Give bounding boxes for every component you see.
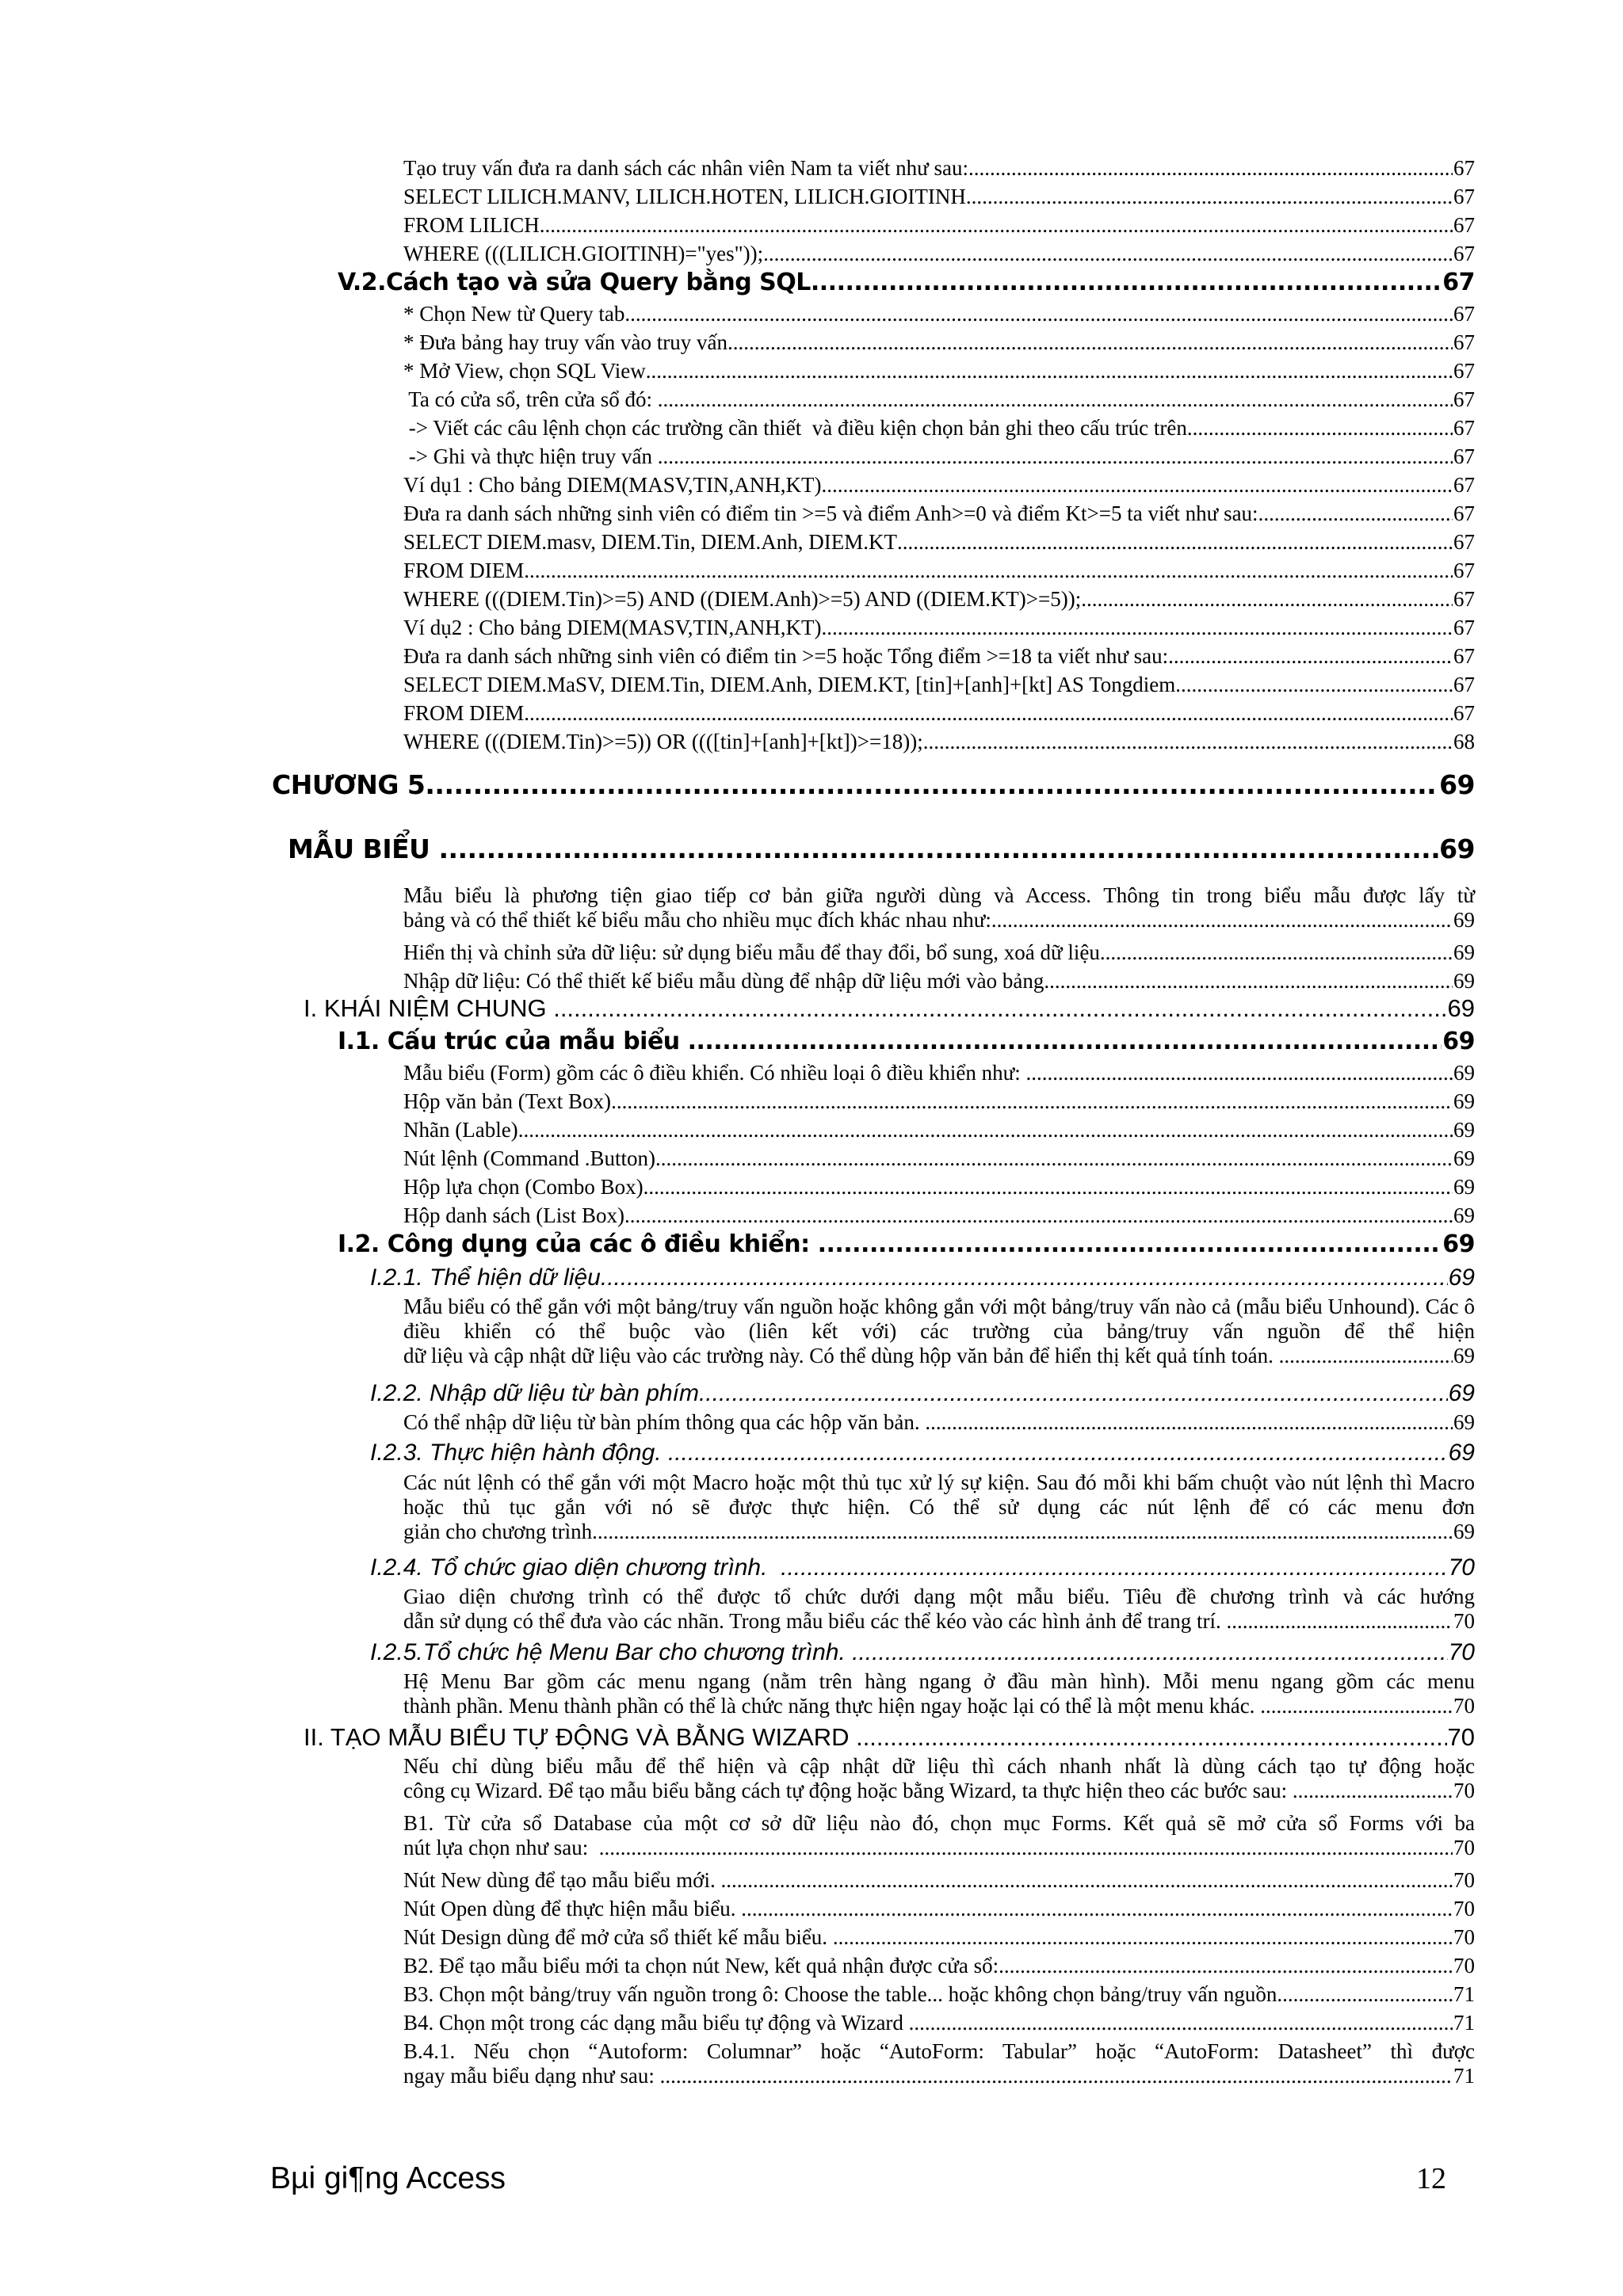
toc-entry-text: I.2.3. Thực hiện hành động.: [370, 1440, 668, 1466]
toc-page-number: 69: [1447, 994, 1475, 1022]
toc-entry: [403, 616, 1475, 640]
toc-entry: [338, 1231, 1475, 1259]
toc-page-number: 67: [1453, 302, 1475, 326]
dot-leader: [991, 908, 1453, 933]
toc-entry-text: Ví dụ2 : Cho bảng DIEM(MASV,TIN,ANH,KT): [403, 616, 822, 639]
toc-entry-text: CHƯƠNG 5: [272, 769, 426, 800]
dot-leader: [658, 387, 1453, 412]
toc-entry-text: SELECT LILICH.MANV, LILICH.HOTEN, LILICH.GIOITINH: [403, 185, 966, 208]
toc-entry-text: Nút Open dùng để thực hiện mẫu biểu.: [403, 1897, 742, 1920]
toc-entry: [403, 1203, 1475, 1228]
toc-page-number: 70: [1453, 1694, 1475, 1718]
toc-page-number: 69: [1442, 1028, 1475, 1055]
dot-leader: [611, 1089, 1453, 1114]
dot-leader: [1277, 1982, 1453, 2007]
dot-leader: [1260, 1694, 1453, 1718]
dot-leader: [833, 1925, 1453, 1950]
toc-entry-text: Hộp danh sách (List Box): [403, 1203, 624, 1227]
toc-entry-text: V.2.Cách tạo và sửa Query bằng SQL: [338, 269, 811, 296]
toc-page-number: 69: [1448, 1440, 1475, 1466]
toc-page-number: 67: [1453, 444, 1475, 468]
toc-page-number: 67: [1442, 269, 1475, 296]
toc-page-number: 69: [1439, 769, 1475, 800]
dot-leader: [553, 994, 1446, 1023]
toc-entry: [403, 2011, 1475, 2035]
toc-entry: [403, 156, 1475, 181]
toc-entry-text-continued: B.4.1. Nếu chọn “Autoform: Columnar” hoặc “AutoForm: Tabular” hoặc “AutoForm: Datasheet” thì được: [403, 2039, 1475, 2063]
toc-entry: [403, 302, 1475, 326]
footer-page-number: 12: [1416, 2162, 1446, 2195]
dot-leader: [856, 1723, 1446, 1752]
toc-page-number: 71: [1453, 2011, 1475, 2035]
toc-page-number: 69: [1448, 1380, 1475, 1406]
toc-entry: [403, 530, 1475, 555]
toc-page-number: 67: [1453, 213, 1475, 237]
toc-entry: [403, 730, 1475, 754]
dot-leader: [925, 1410, 1453, 1435]
dot-leader: [909, 2011, 1453, 2035]
toc-entry: [403, 1925, 1475, 1950]
toc-entry-text-continued: Hệ Menu Bar gồm các menu ngang (nằm trên hàng ngang ở đầu màn hình). Mỗi menu ngang gồm các menu: [403, 1669, 1475, 1693]
toc-entry-text: * Đưa bảng hay truy vấn vào truy vấn: [403, 330, 728, 354]
toc-entry: [338, 269, 1475, 297]
toc-entry-text: WHERE (((DIEM.Tin)>=5)) OR ((([tin]+[anh]+[kt])>=18));: [403, 730, 923, 753]
dot-leader: [1175, 673, 1453, 697]
dot-leader: [1293, 1779, 1453, 1803]
toc-entry-text: SELECT DIEM.masv, DIEM.Tin, DIEM.Anh, DIEM.KT: [403, 530, 897, 554]
toc-entry-text: Ví dụ1 : Cho bảng DIEM(MASV,TIN,ANH,KT): [403, 473, 822, 497]
toc-entry: [403, 1470, 1475, 1544]
dot-leader: [688, 1028, 1442, 1056]
toc-entry-text: Hộp lựa chọn (Combo Box): [403, 1175, 643, 1199]
toc-entry: [403, 1585, 1475, 1634]
toc-entry: [403, 213, 1475, 238]
toc-page-number: 70: [1453, 1925, 1475, 1949]
toc-entry: [403, 1811, 1475, 1860]
toc-entry: [370, 1264, 1475, 1292]
dot-leader: [1100, 940, 1453, 965]
toc-page-number: 70: [1448, 1554, 1475, 1581]
dot-leader: [966, 185, 1453, 209]
toc-page-number: 69: [1453, 1175, 1475, 1199]
toc-entry-text-continued: B1. Từ cửa sổ Database của một cơ sở dữ liệu nào đó, chọn mục Forms. Kết quả sẽ mở cửa sổ Forms với ba: [403, 1811, 1475, 1835]
toc-entry-text: Ta có cửa sổ, trên cửa sổ đó:: [403, 387, 658, 411]
toc-entry: [403, 1061, 1475, 1085]
dot-leader: [540, 213, 1453, 238]
dot-leader: [518, 1118, 1453, 1142]
toc-entry-text: Nút Design dùng để mở cửa sổ thiết kế mẫu biểu.: [403, 1925, 833, 1949]
dot-leader: [438, 834, 1438, 864]
toc-entry: [272, 770, 1475, 800]
dot-leader: [592, 1520, 1453, 1544]
toc-entry-text: ngay mẫu biểu dạng như sau:: [403, 2064, 660, 2088]
toc-entry-text: Nhãn (Lable): [403, 1118, 518, 1142]
toc-page-number: 67: [1453, 701, 1475, 725]
toc-entry: [403, 1868, 1475, 1893]
toc-page-number: 67: [1453, 616, 1475, 639]
toc-entry-text: bảng và có thể thiết kế biểu mẫu cho nhiều mục đích khác nhau như:: [403, 908, 991, 933]
toc-entry-text: Nhập dữ liệu: Có thể thiết kế biểu mẫu dùng để nhập dữ liệu mới vào bảng: [403, 969, 1044, 993]
toc-entry-text: công cụ Wizard. Để tạo mẫu biểu bằng cách tự động hoặc bằng Wizard, ta thực hiện theo các bước sau:: [403, 1779, 1293, 1803]
toc-entry: [403, 2039, 1475, 2088]
dot-leader: [624, 1203, 1453, 1228]
toc-entry: [403, 359, 1475, 383]
toc-page-number: 69: [1453, 1520, 1475, 1544]
toc-entry-text: dữ liệu và cập nhật dữ liệu vào các trường này. Có thể dùng hộp văn bản để hiển thị kết quả tính toán.: [403, 1344, 1279, 1368]
dot-leader: [821, 616, 1453, 640]
toc-entry-text: Mẫu biểu (Form) gồm các ô điều khiển. Có nhiều loại ô điều khiển như:: [403, 1061, 1026, 1085]
toc-page-number: 69: [1453, 1061, 1475, 1085]
toc-entry: [370, 1554, 1475, 1582]
dot-leader: [720, 1868, 1453, 1893]
toc-entry: [403, 1118, 1475, 1142]
toc-entry: [403, 185, 1475, 209]
toc-entry: [370, 1639, 1475, 1667]
toc-entry: [403, 883, 1475, 933]
toc-entry-text: -> Ghi và thực hiện truy vấn: [403, 444, 658, 468]
toc-entry: [403, 330, 1475, 355]
dot-leader: [741, 1897, 1453, 1921]
toc-entry-text: Đưa ra danh sách những sinh viên có điểm tin >=5 và điểm Anh>=0 và điểm Kt>=5 ta viết như sau:: [403, 502, 1258, 525]
dot-leader: [781, 1554, 1448, 1582]
dot-leader: [660, 2064, 1453, 2088]
toc-entry-text: I.2. Công dụng của các ô điều khiển:: [338, 1230, 818, 1258]
toc-entry-text: SELECT DIEM.MaSV, DIEM.Tin, DIEM.Anh, DIEM.KT, [tin]+[anh]+[kt] AS Tongdiem: [403, 673, 1176, 696]
toc-page-number: 70: [1453, 1868, 1475, 1892]
toc-entry: [403, 559, 1475, 583]
toc-page-number: 67: [1453, 587, 1475, 611]
toc-entry-text: I.2.1. Thể hiện dữ liệu: [370, 1264, 601, 1291]
toc-entry: [403, 1146, 1475, 1171]
toc-page-number: 71: [1453, 2064, 1475, 2088]
toc-entry-text: thành phần. Menu thành phần có thể là chức năng thực hiện ngay hoặc lại có thể là một menu khác.: [403, 1694, 1261, 1718]
toc-entry: [403, 1897, 1475, 1921]
dot-leader: [727, 330, 1453, 355]
toc-entry: [403, 387, 1475, 412]
toc-entry: [403, 1982, 1475, 2007]
toc-page-number: 69: [1453, 1089, 1475, 1113]
toc-entry: [338, 1028, 1475, 1056]
toc-entry-text: dẫn sử dụng có thể đưa vào các nhãn. Trong mẫu biểu các thể kéo vào các hình ảnh để trang trí.: [403, 1609, 1227, 1634]
toc-entry: [304, 994, 1475, 1023]
toc-entry-text-continued: Mẫu biểu có thể gắn với một bảng/truy vấn nguồn hoặc không gắn với một bảng/truy vấn nào cả (mẫu biểu Unhound). Các ô điều khiển có thể buộc vào (liên kết với) các trường của bảng/truy vấn nguồn để thể hiện: [403, 1295, 1475, 1344]
toc-entry-text: FROM LILICH: [403, 213, 540, 237]
toc-entry: [403, 587, 1475, 612]
footer-title: Bµi gi¶ng Access: [270, 2161, 506, 2195]
dot-leader: [818, 1231, 1442, 1259]
toc-entry-text: I.2.5.Tổ chức hệ Menu Bar cho chương trình.: [370, 1639, 853, 1665]
toc-page-number: 67: [1453, 330, 1475, 354]
toc-page-number: 69: [1453, 1203, 1475, 1227]
toc-page-number: 67: [1453, 242, 1475, 265]
toc-entry: [403, 673, 1475, 697]
toc-page-number: 71: [1453, 1982, 1475, 2006]
toc-entry: [403, 1669, 1475, 1718]
dot-leader: [1168, 644, 1453, 669]
toc-page-number: 67: [1453, 559, 1475, 582]
toc-entry: [403, 969, 1475, 994]
dot-leader: [811, 269, 1442, 297]
toc-entry-text: Tạo truy vấn đưa ra danh sách các nhân viên Nam ta viết như sau:: [403, 156, 969, 180]
toc-entry-text: B2. Để tạo mẫu biểu mới ta chọn nút New, kết quả nhận được cửa sổ:: [403, 1954, 999, 1978]
dot-leader: [699, 1380, 1448, 1408]
toc-entry-text: Nút New dùng để tạo mẫu biểu mới.: [403, 1868, 721, 1892]
toc-page-number: 67: [1453, 185, 1475, 208]
dot-leader: [1279, 1344, 1453, 1368]
toc-entry: [403, 1410, 1475, 1435]
dot-leader: [658, 444, 1453, 469]
toc-page-number: 70: [1453, 1836, 1475, 1860]
dot-leader: [968, 156, 1453, 181]
toc-page-number: 70: [1453, 1954, 1475, 1978]
toc-entry-text: Hộp văn bản (Text Box): [403, 1089, 612, 1113]
toc-entry-text: I. KHÁI NIỆM CHUNG: [304, 994, 554, 1022]
toc-page-number: 68: [1453, 730, 1475, 753]
toc-page-number: 69: [1453, 969, 1475, 993]
dot-leader: [425, 770, 1438, 800]
dot-leader: [1226, 1609, 1453, 1634]
toc-entry-text: -> Viết các câu lệnh chọn các trường cần thiết và điều kiện chọn bản ghi theo cấu trúc trên: [403, 416, 1187, 440]
toc-page-number: 67: [1453, 387, 1475, 411]
toc-entry-text: I.1. Cấu trúc của mẫu biểu: [338, 1028, 688, 1055]
dot-leader: [1081, 587, 1453, 612]
toc-entry: [403, 1295, 1475, 1368]
toc-page-number: 69: [1453, 1118, 1475, 1142]
dot-leader: [1187, 416, 1453, 441]
toc-entry-text: Hiển thị và chỉnh sửa dữ liệu: sử dụng biểu mẫu để thay đổi, bổ sung, xoá dữ liệu: [403, 940, 1100, 964]
toc-page-number: 69: [1453, 1146, 1475, 1170]
toc-page-number: 69: [1453, 940, 1475, 964]
toc-page-number: 69: [1442, 1230, 1475, 1258]
toc-entry: [403, 644, 1475, 669]
dot-leader: [643, 1175, 1453, 1199]
toc-entry-text-continued: Mẫu biểu là phương tiện giao tiếp cơ bản giữa người dùng và Access. Thông tin trong biểu mẫu được lấy từ: [403, 883, 1475, 907]
toc-page-number: 67: [1453, 473, 1475, 497]
toc-entry-text: MẪU BIỂU: [288, 833, 439, 864]
dot-leader: [668, 1440, 1448, 1467]
toc-page-number: 70: [1453, 1609, 1475, 1634]
toc-entry: [370, 1380, 1475, 1408]
toc-entry: [403, 242, 1475, 266]
dot-leader: [1025, 1061, 1453, 1085]
toc-entry: [403, 416, 1475, 441]
toc-entry-text: Đưa ra danh sách những sinh viên có điểm tin >=5 hoặc Tổng điểm >=18 ta viết như sau:: [403, 644, 1169, 668]
toc-entry-text: FROM DIEM: [403, 701, 525, 725]
toc-page-number: 70: [1448, 1639, 1475, 1665]
toc-entry-text: nút lựa chọn như sau:: [403, 1836, 599, 1860]
toc-page-number: 69: [1453, 1410, 1475, 1434]
toc-entry: [403, 1754, 1475, 1803]
dot-leader: [852, 1639, 1447, 1667]
toc-entry-text: I.2.2. Nhập dữ liệu từ bàn phím: [370, 1380, 699, 1406]
toc-entry: [403, 1175, 1475, 1199]
toc-entry-text: * Mở View, chọn SQL View: [403, 359, 646, 383]
dot-leader: [655, 1146, 1453, 1171]
dot-leader: [1044, 969, 1453, 994]
toc-entry-text: Nút lệnh (Command .Button): [403, 1146, 655, 1170]
toc-page-number: 69: [1453, 908, 1475, 933]
dot-leader: [763, 242, 1453, 266]
toc-page-number: 69: [1448, 1264, 1475, 1291]
dot-leader: [624, 302, 1453, 326]
toc-page-number: 69: [1453, 1344, 1475, 1368]
toc-entry-text: II. TẠO MẪU BIỂU TỰ ĐỘNG VÀ BẰNG WIZARD: [304, 1723, 857, 1751]
toc-entry: [403, 444, 1475, 469]
toc-entry: [370, 1440, 1475, 1467]
toc-entry-text-continued: Các nút lệnh có thể gắn với một Macro hoặc một thủ tục xử lý sự kiện. Sau đó mỗi khi bấm chuột vào nút lệnh thì Macro hoặc thủ tục gắn với nó sẽ được thực hiện. Có thể sử dụng các nút lệnh để có các menu đơn: [403, 1470, 1475, 1520]
dot-leader: [897, 530, 1453, 555]
dot-leader: [524, 559, 1453, 583]
toc-entry: [304, 1723, 1475, 1752]
toc-entry: [403, 940, 1475, 965]
toc-entry: [403, 473, 1475, 498]
toc-page-number: 67: [1453, 502, 1475, 525]
toc-page-number: 70: [1453, 1897, 1475, 1920]
dot-leader: [923, 730, 1453, 754]
toc-page-number: 67: [1453, 530, 1475, 554]
toc-entry-text-continued: Nếu chỉ dùng biểu mẫu để thể hiện và cập nhật dữ liệu thì cách nhanh nhất là dùng cách tạo tự động hoặc: [403, 1754, 1475, 1778]
toc-entry-text-continued: Giao diện chương trình có thể được tổ chức dưới dạng một mẫu biểu. Tiêu đề chương trình và các hướng: [403, 1585, 1475, 1608]
dot-leader: [601, 1264, 1448, 1292]
toc-entry-text: FROM DIEM: [403, 559, 525, 582]
dot-leader: [821, 473, 1453, 498]
toc-entry-text: * Chọn New từ Query tab: [403, 302, 625, 326]
toc-entry: [403, 1954, 1475, 1978]
dot-leader: [599, 1836, 1453, 1860]
toc-page-number: 70: [1453, 1779, 1475, 1803]
dot-leader: [1258, 502, 1453, 526]
dot-leader: [999, 1954, 1453, 1978]
toc-page-number: 67: [1453, 644, 1475, 668]
toc-entry-text: B4. Chọn một trong các dạng mẫu biểu tự động và Wizard: [403, 2011, 909, 2035]
toc-entry-text: I.2.4. Tổ chức giao diện chương trình.: [370, 1554, 781, 1581]
toc-entry: [288, 834, 1475, 864]
toc-entry-text: B3. Chọn một bảng/truy vấn nguồn trong ô: Choose the table... hoặc không chọn bảng/truy vấn nguồn: [403, 1982, 1277, 2006]
dot-leader: [524, 701, 1453, 726]
toc-entry-text: giản cho chương trình: [403, 1520, 593, 1544]
toc-entry: [403, 1089, 1475, 1114]
toc-entry: [403, 502, 1475, 526]
dot-leader: [646, 359, 1453, 383]
toc-page-number: 70: [1447, 1723, 1475, 1751]
toc-entry-text: WHERE (((DIEM.Tin)>=5) AND ((DIEM.Anh)>=5) AND ((DIEM.KT)>=5));: [403, 587, 1082, 611]
toc-page-number: 69: [1439, 833, 1475, 864]
toc-entry: [403, 701, 1475, 726]
toc-page-number: 67: [1453, 416, 1475, 440]
toc-page-number: 67: [1453, 673, 1475, 696]
toc-entry-text: Có thể nhập dữ liệu từ bàn phím thông qua các hộp văn bản.: [403, 1410, 926, 1434]
toc-entry-text: WHERE (((LILICH.GIOITINH)="yes"));: [403, 242, 764, 265]
toc-page-number: 67: [1453, 156, 1475, 180]
toc-page-number: 67: [1453, 359, 1475, 383]
